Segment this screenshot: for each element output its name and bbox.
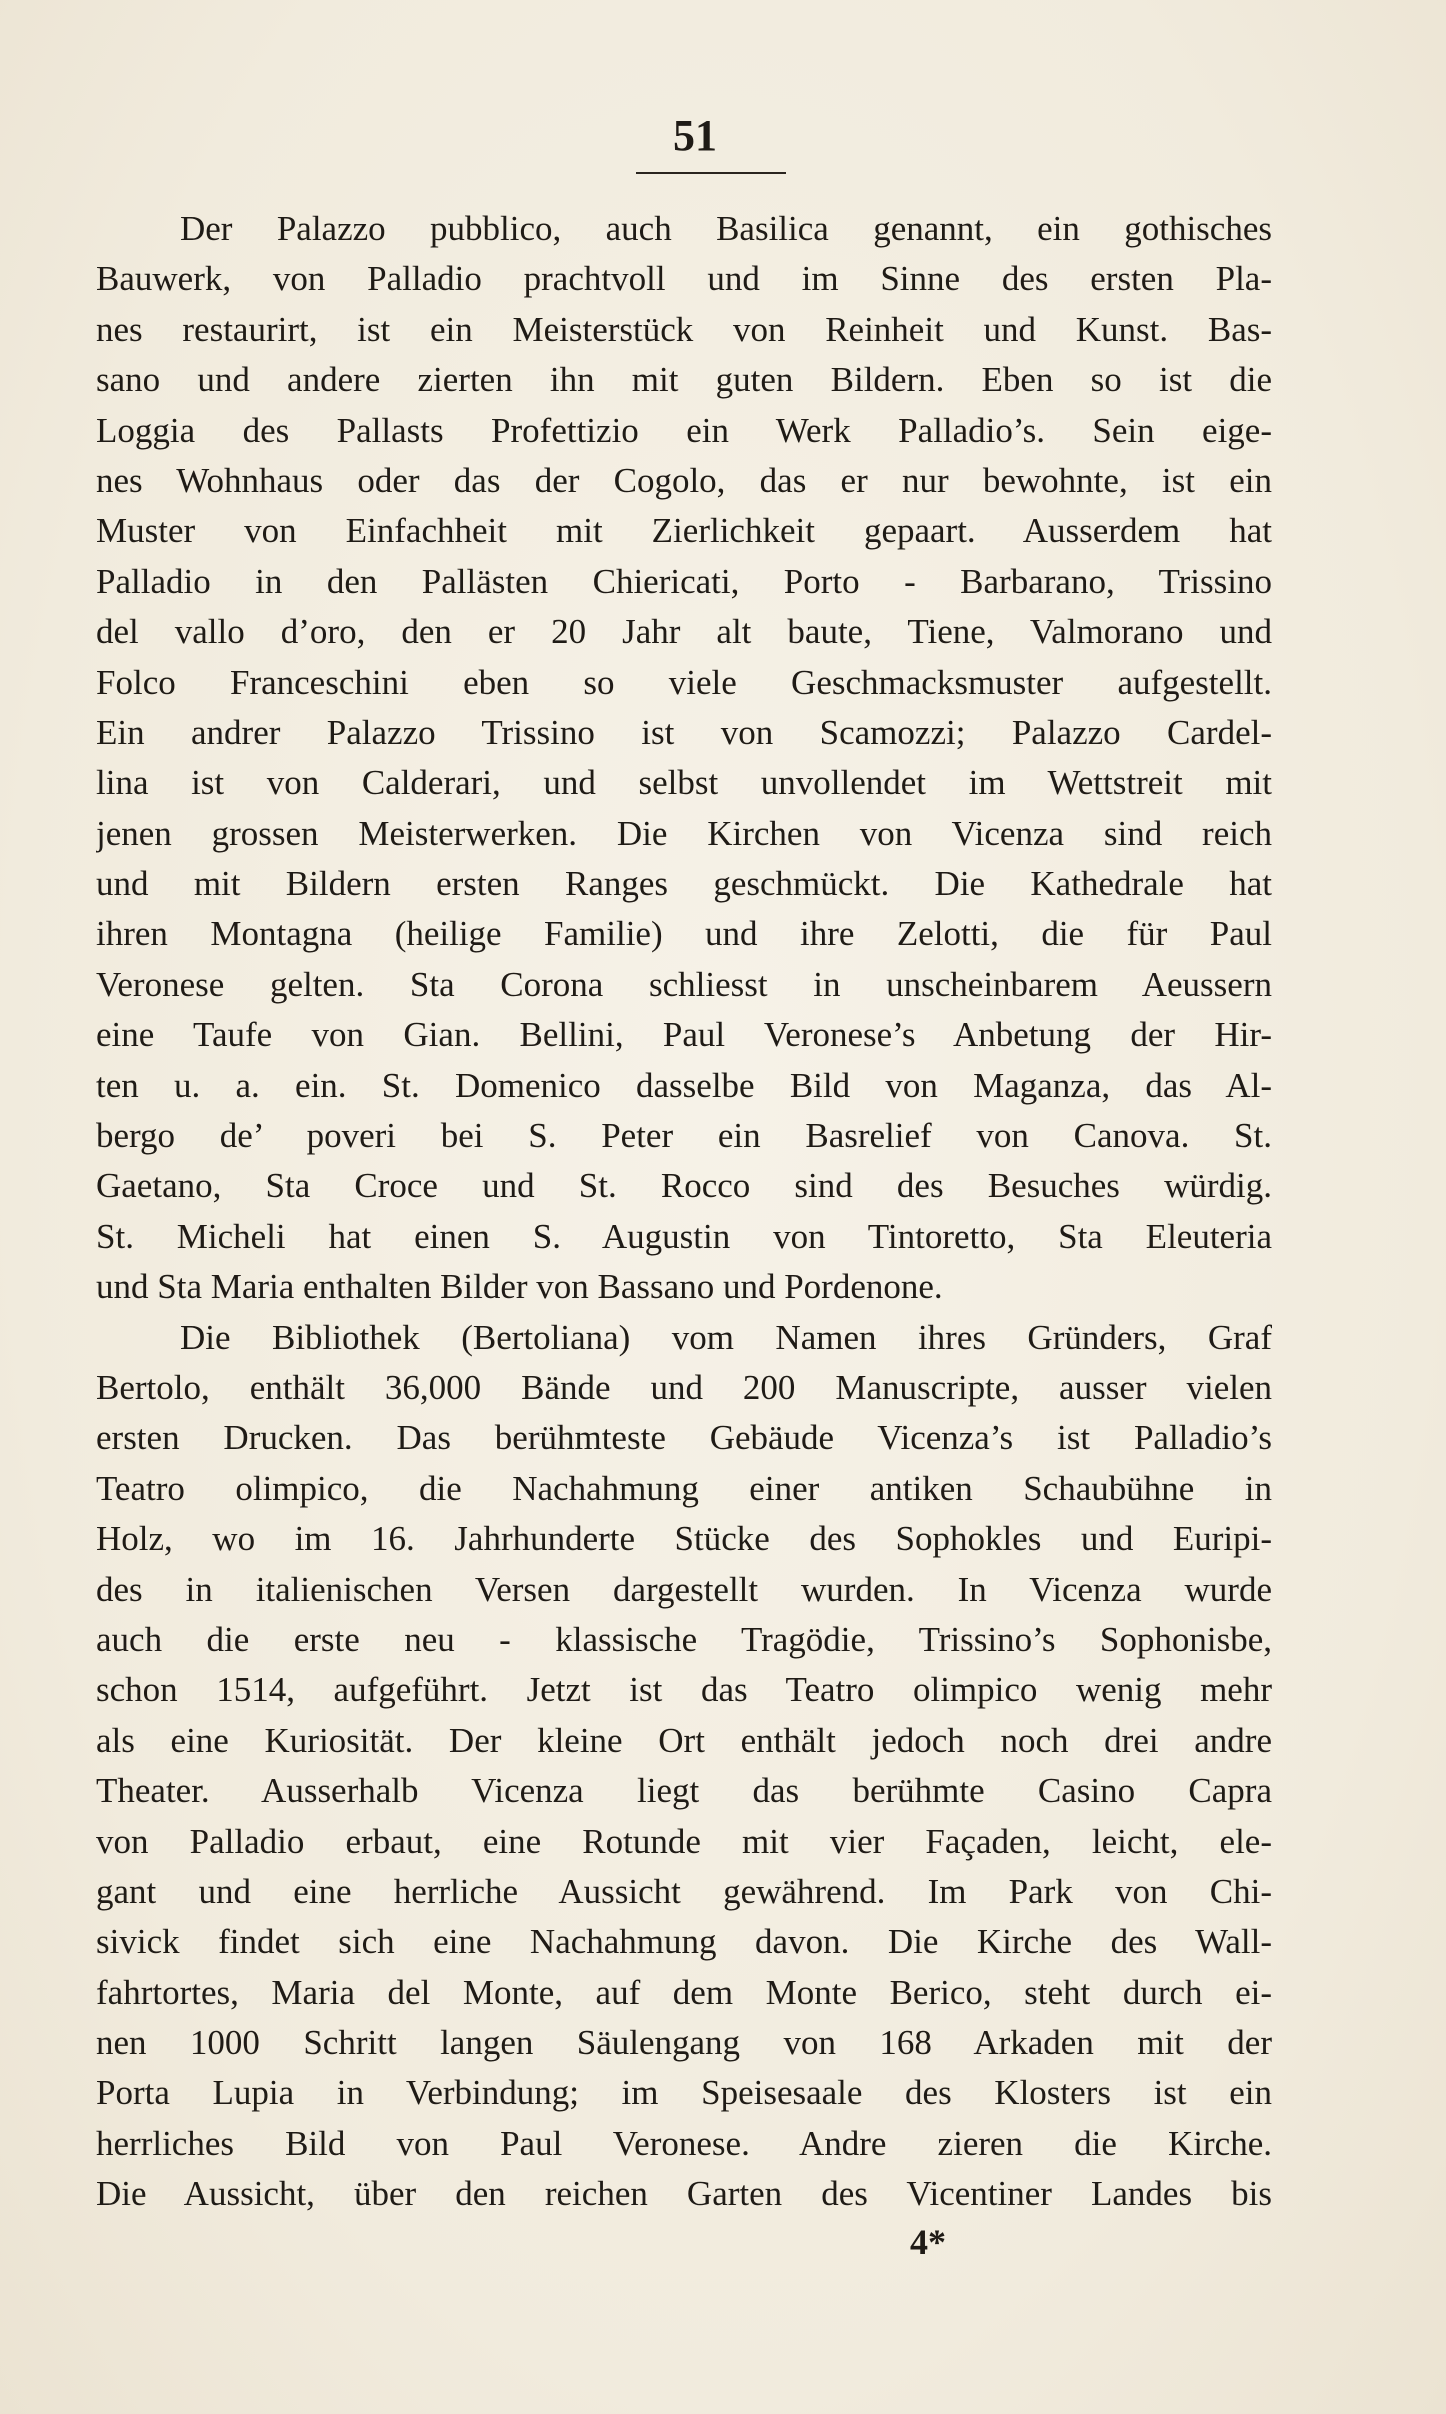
text-line: Folco Franceschini eben so viele Geschmacksmuster aufgestellt. [96,662,1272,702]
text-line: Holz, wo im 16. Jahrhunderte Stücke des Sophokles und Euripi- [96,1519,1272,1559]
header-rule [636,172,786,174]
text-line: und mit Bildern ersten Ranges geschmückt. Die Kathedrale hat [96,864,1272,904]
text-line: gant und eine herrliche Aussicht gewährend. Im Park von Chi- [96,1871,1272,1911]
text-line: Ein andrer Palazzo Trissino ist von Scamozzi; Palazzo Cardel- [96,712,1272,752]
text-line: schon 1514, aufgeführt. Jetzt ist das Teatro olimpico wenig mehr [96,1670,1272,1710]
text-line: lina ist von Calderari, und selbst unvollendet im Wettstreit mit [96,763,1272,803]
text-line: auch die erste neu - klassische Tragödie, Trissino’s Sophonisbe, [96,1619,1272,1659]
signature-mark: 4* [910,2222,946,2262]
text-line: nes restaurirt, ist ein Meisterstück von Reinheit und Kunst. Bas- [96,309,1272,349]
text-line: del vallo d’oro, den er 20 Jahr alt baute, Tiene, Valmorano und [96,612,1272,652]
page-number: 51 [673,111,717,160]
text-line: nes Wohnhaus oder das der Cogolo, das er nur bewohnte, ist ein [96,460,1272,500]
text-line: Teatro olimpico, die Nachahmung einer antiken Schaubühne in [96,1468,1272,1508]
text-line: von Palladio erbaut, eine Rotunde mit vier Façaden, leicht, ele- [96,1821,1272,1861]
text-line: sivick findet sich eine Nachahmung davon. Die Kirche des Wall- [96,1922,1272,1962]
text-line: jenen grossen Meisterwerken. Die Kirchen von Vicenza sind reich [96,813,1272,853]
text-line: Loggia des Pallasts Profettizio ein Werk Palladio’s. Sein eige- [96,410,1272,450]
text-line: Gaetano, Sta Croce und St. Rocco sind des Besuches würdig. [96,1166,1272,1206]
text-line: ihren Montagna (heilige Familie) und ihre Zelotti, die für Paul [96,914,1272,954]
text-line: bergo de’ poveri bei S. Peter ein Basrelief von Canova. St. [96,1116,1272,1156]
text-line: Der Palazzo pubblico, auch Basilica genannt, ein gothisches [180,209,1272,248]
text-line: des in italienischen Versen dargestellt wurden. In Vicenza wurde [96,1569,1272,1609]
text-line: ersten Drucken. Das berühmteste Gebäude Vicenza’s ist Palladio’s [96,1418,1272,1458]
text-line: nen 1000 Schritt langen Säulengang von 168 Arkaden mit der [96,2023,1272,2063]
text-line: Porta Lupia in Verbindung; im Speisesaale des Klosters ist ein [96,2073,1272,2113]
text-line: Bertolo, enthält 36,000 Bände und 200 Manuscripte, ausser vielen [96,1367,1272,1407]
text-line: Veronese gelten. Sta Corona schliesst in unscheinbarem Aeussern [96,964,1272,1004]
text-line: und Sta Maria enthalten Bilder von Bassano und Pordenone. [96,1267,943,1307]
text-line: Bauwerk, von Palladio prachtvoll und im Sinne des ersten Pla- [96,259,1272,299]
text-line: Die Aussicht, über den reichen Garten des Vicentiner Landes bis [96,2174,1272,2214]
text-line: Muster von Einfachheit mit Zierlichkeit gepaart. Ausserdem hat [96,511,1272,551]
text-line: als eine Kuriosität. Der kleine Ort enthält jedoch noch drei andre [96,1720,1272,1760]
text-line: Palladio in den Pallästen Chiericati, Porto - Barbarano, Trissino [96,561,1272,601]
text-line: St. Micheli hat einen S. Augustin von Tintoretto, Sta Eleuteria [96,1216,1272,1256]
body-text [96,204,1272,2220]
text-line: sano und andere zierten ihn mit guten Bildern. Eben so ist die [96,360,1272,400]
text-line: fahrtortes, Maria del Monte, auf dem Monte Berico, steht durch ei- [96,1972,1272,2012]
text-line: Die Bibliothek (Bertoliana) vom Namen ihres Gründers, Graf [180,1317,1272,1357]
text-line: Theater. Ausserhalb Vicenza liegt das berühmte Casino Capra [96,1771,1272,1811]
text-line: ten u. a. ein. St. Domenico dasselbe Bild von Maganza, das Al- [96,1065,1272,1105]
text-line: eine Taufe von Gian. Bellini, Paul Veronese’s Anbetung der Hir- [96,1015,1272,1055]
text-line: herrliches Bild von Paul Veronese. Andre zieren die Kirche. [96,2123,1272,2163]
